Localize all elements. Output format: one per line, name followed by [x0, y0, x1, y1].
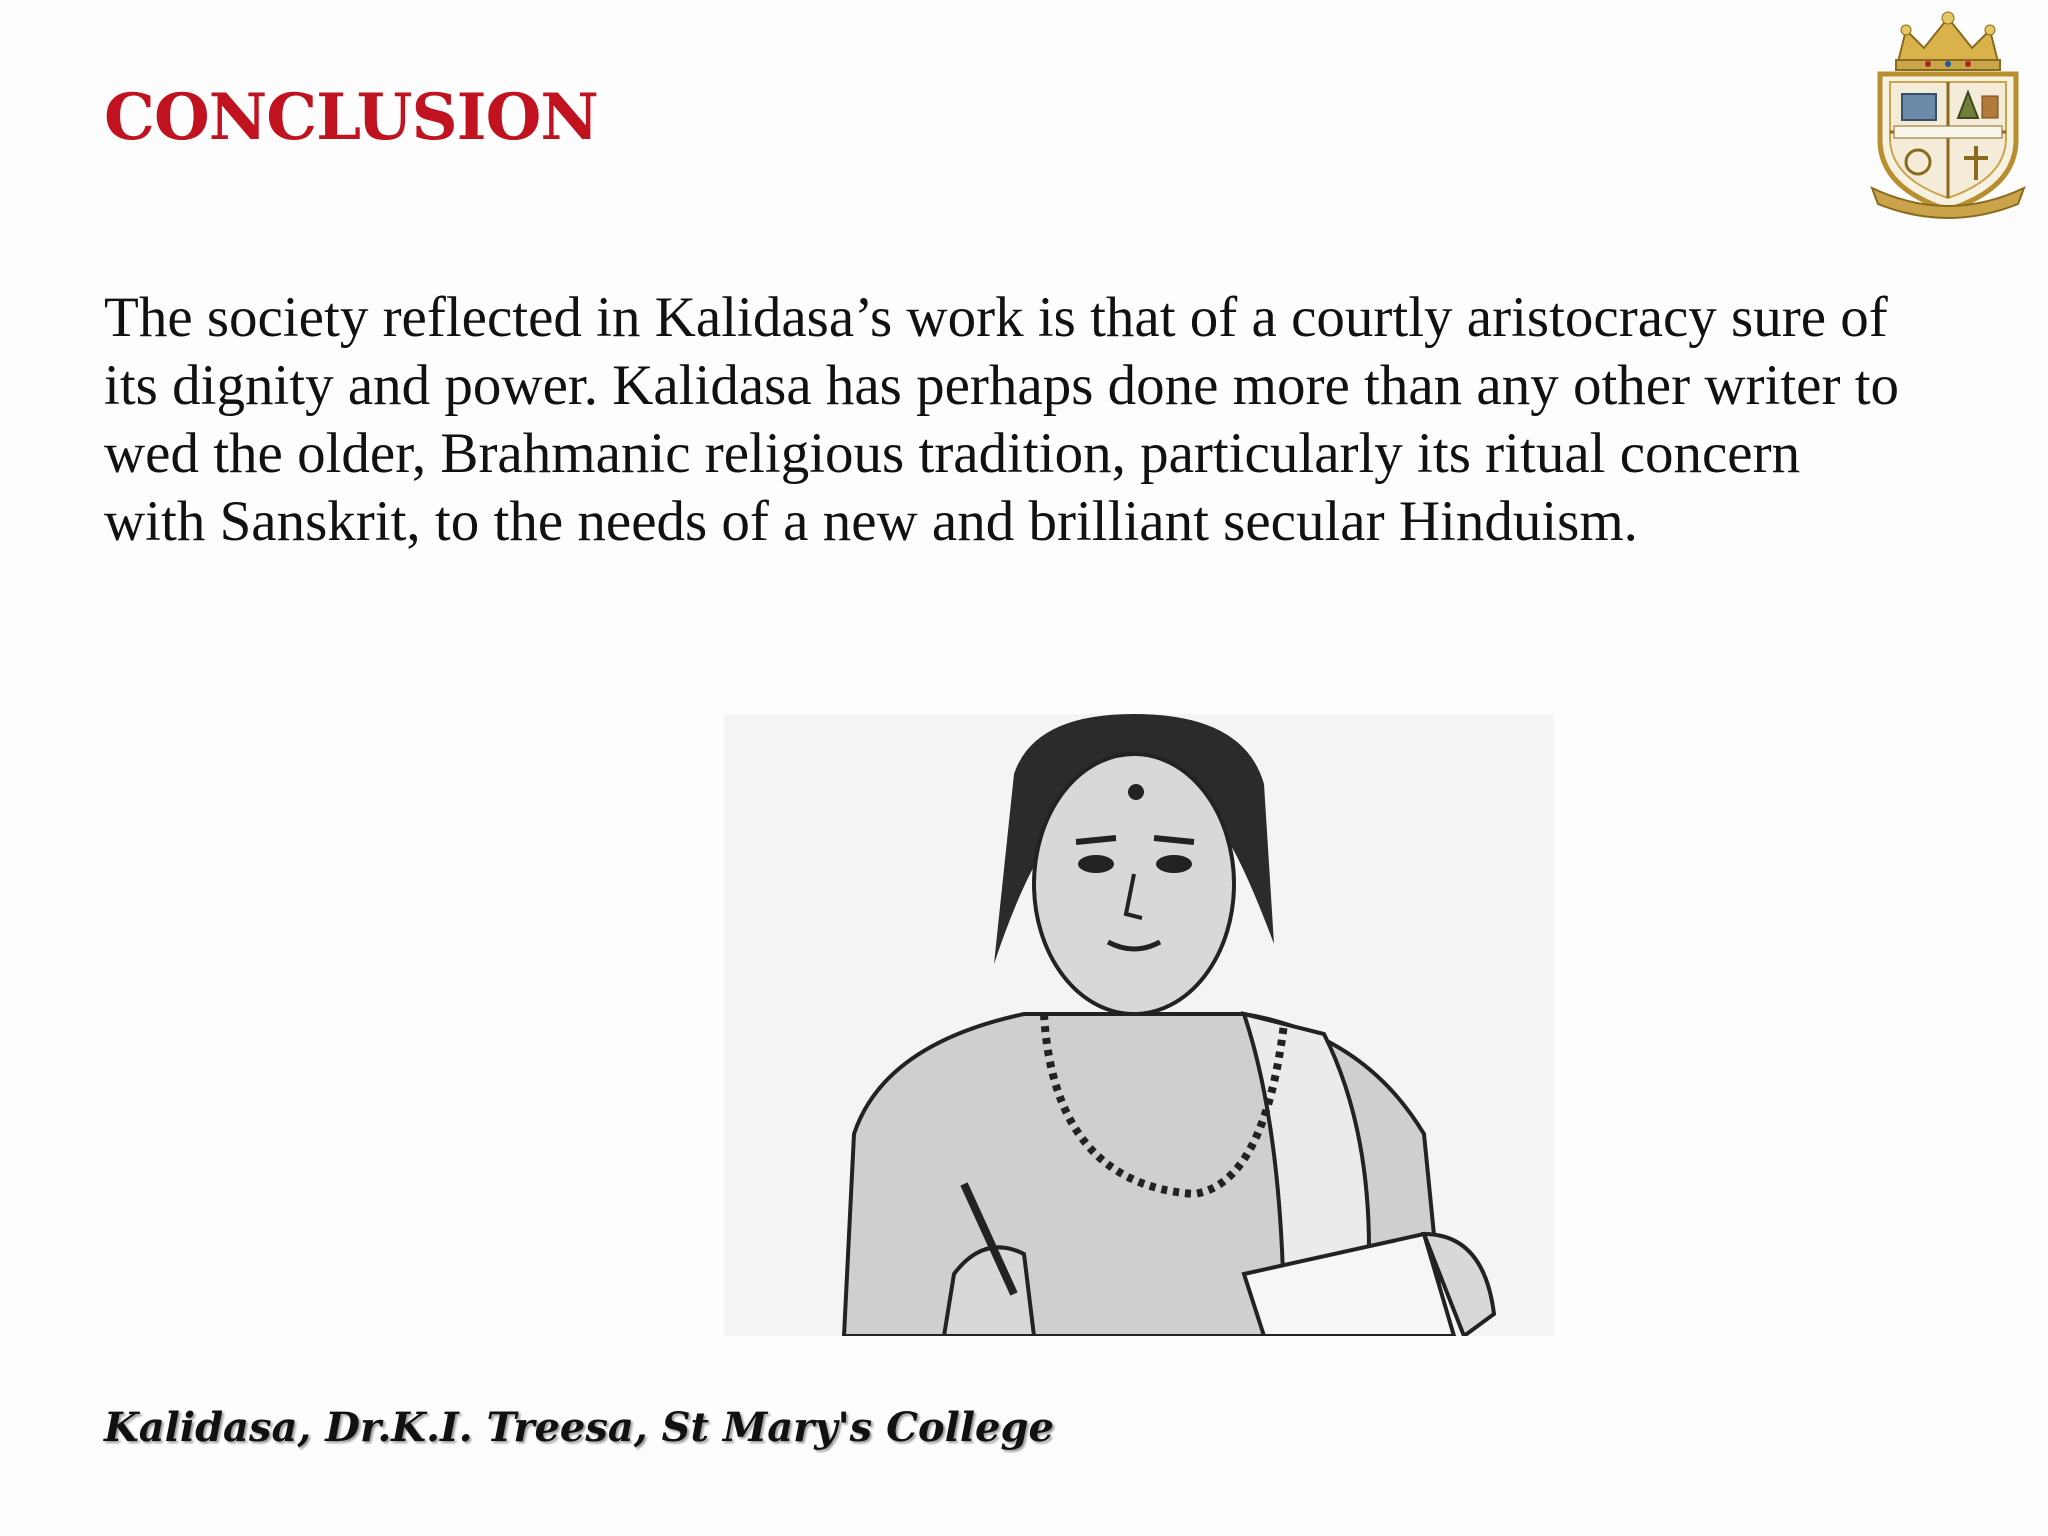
portrait-drawing: [724, 714, 1554, 1336]
shield-icon: [1880, 74, 2016, 210]
slide-footer: Kalidasa, Dr.K.I. Treesa, St Mary's College: [104, 1404, 1054, 1451]
crown-icon: [1896, 12, 2000, 70]
slide-body-text: The society reflected in Kalidasa’s work is that of a courtly aristocracy sure of its dignity and power. Kalidasa has perhaps done more than any other writer to wed the older, Brahmanic religious tradition, particularly its ritual concern with Sanskrit, to the needs of a new and brilliant secular Hinduism.: [104, 286, 1900, 553]
kalidasa-portrait-image: [724, 714, 1554, 1336]
slide-title: CONCLUSION: [104, 80, 598, 155]
crest-icon: [1858, 10, 2038, 220]
college-crest-logo: [1858, 10, 2038, 220]
